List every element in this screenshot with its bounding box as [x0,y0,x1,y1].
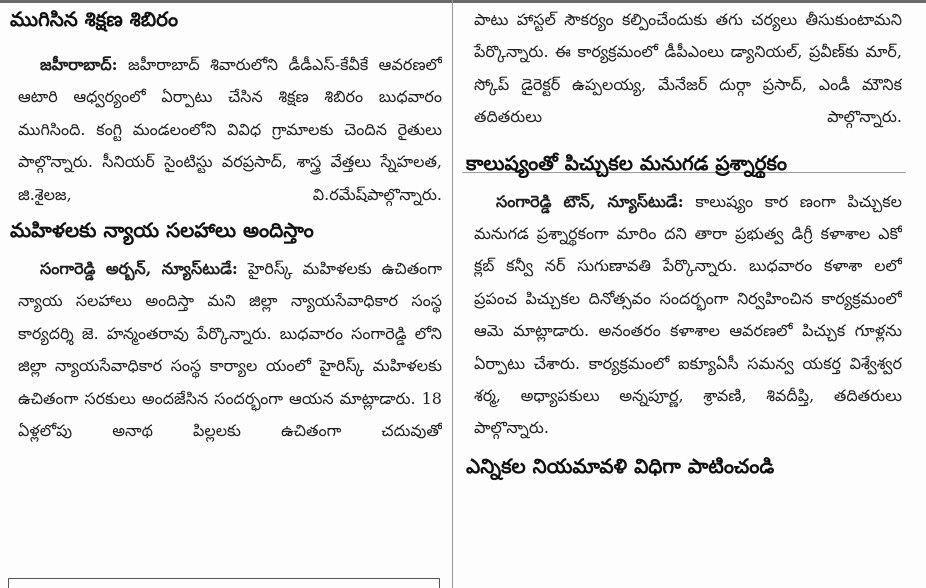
column-divider [452,0,453,588]
headline-legal-advice: మహిళలకు న్యాయ సలహాలు అందిస్తాం [10,218,314,243]
headline-training-camp: ముగిసిన శిక్షణ శిబిరం [10,7,179,31]
article-body-sparrows [466,186,902,445]
headline-sparrows: కాలుష్యంతో పిచ్చుకల మనుగడ ప్రశ్నార్థకం [466,150,788,175]
article-body-legal-advice [10,253,442,447]
headline-election-code: ఎన్నికల నియమావళి విధిగా పాటించండి [466,453,775,478]
body-text-training-camp: జహీరాబాద్‌ శివారులోని డీడీఎస్‌-కేవీకే ఆవరణలో ఆటారి ఆధ్వర్యంలో ఏర్పాటు చేసిన శిక్షణ శిబిరం బుధవారం ముగిసింది. కంగ్టి మండలంలోని వివిధ గ్రామాలకు చెందిన రైతులు పాల్గొన్నారు. సీనియర్‌ సైంటిస్టు వరప్రసాద్‌, శాస్త్ర వేత్తలు స్నేహలత, జి.శైలజ, వి.రమేష్‌పాల్గొన్నారు. [18,55,442,204]
body-text-sparrows: కాలుష్యం కార ణంగా పిచ్చుకల మనుగడ ప్రశ్నార్థకంగా మారిం దని తారా ప్రభుత్వ డిగ్రీ కళాశాల ఎకో క్లబ్‌ కన్వీ నర్‌ సుగుణావతి పేర్కొన్నారు. బుధవారం కళాశా లలో ప్రపంచ పిచ్చుకల దినోత్సవం సందర్భంగా నిర్వహించిన కార్యక్రమంలో ఆమె మాట్లాడారు. అనంతరం కళాశాల ఆవరణలో పిచ్చుక గూళ్లను ఏర్పాటు చేశారు. కార్యక్రమంలో ఐక్యూఏసీ సమన్వ యకర్త విశ్వేశ్వర శర్మ, అధ్యాపకులు అన్నపూర్ణ, శ్రావణి, శివదీప్తి, తదితరులు పాల్గొన్నారు. [474,191,902,438]
article-sparrows [466,148,902,445]
left-column [10,4,442,447]
right-column [466,4,902,481]
article-legal-advice [10,215,442,447]
dateline-sangareddy-town: సంగారెడ్డి టౌన్‌, న్యూస్‌టుడే: [496,191,684,211]
continued-text: పాటు హాస్టల్‌ సౌకర్యం కల్పించేందుకు తగు చర్యలు తీసుకుంటామని పేర్కొన్నారు. ఈ కార్యక్రమంలో డీపీఎంలు డ్యానియల్‌, ప్రవీణ్‌కు మార్‌, స్కోప్‌ డైరెక్టర్‌ ఉప్పలయ్య, మేనేజర్‌ దుర్గా ప్రసాద్‌, ఎండీ మౌనిక తదితరులు పాల్గొన్నారు. [474,10,902,127]
article-training-camp [10,4,442,211]
article-body-training-camp [10,49,442,211]
dateline-zaheerabad: జహీరాబాద్‌: [40,55,118,74]
top-border-rule [0,0,926,3]
dateline-sangareddy-urban: సంగారెడ్డి అర్బన్‌, న్యూస్‌టుడే: [40,259,238,279]
body-text-legal-advice: హైరిస్క్‌ మహిళలకు ఉచితంగా న్యాయ సలహాలు అందిస్తా మని జిల్లా న్యాయసేవాధికార సంస్థ కార్యదర్శి జె. హన్మంతరావు పేర్కొన్నారు. బుధవారం సంగారెడ్డి లోని జిల్లా న్యాయసేవాధికార సంస్థ కార్యాల యంలో హైరిస్క్‌ మహిళలకు ఉచితంగా సరకులు అందజేసిన సందర్భంగా ఆయన మాట్లాడారు. 18 ఏళ్లలోపు అనాథ పిల్లలకు ఉచితంగా చదువుతో [18,259,442,441]
next-article-box [8,578,440,588]
